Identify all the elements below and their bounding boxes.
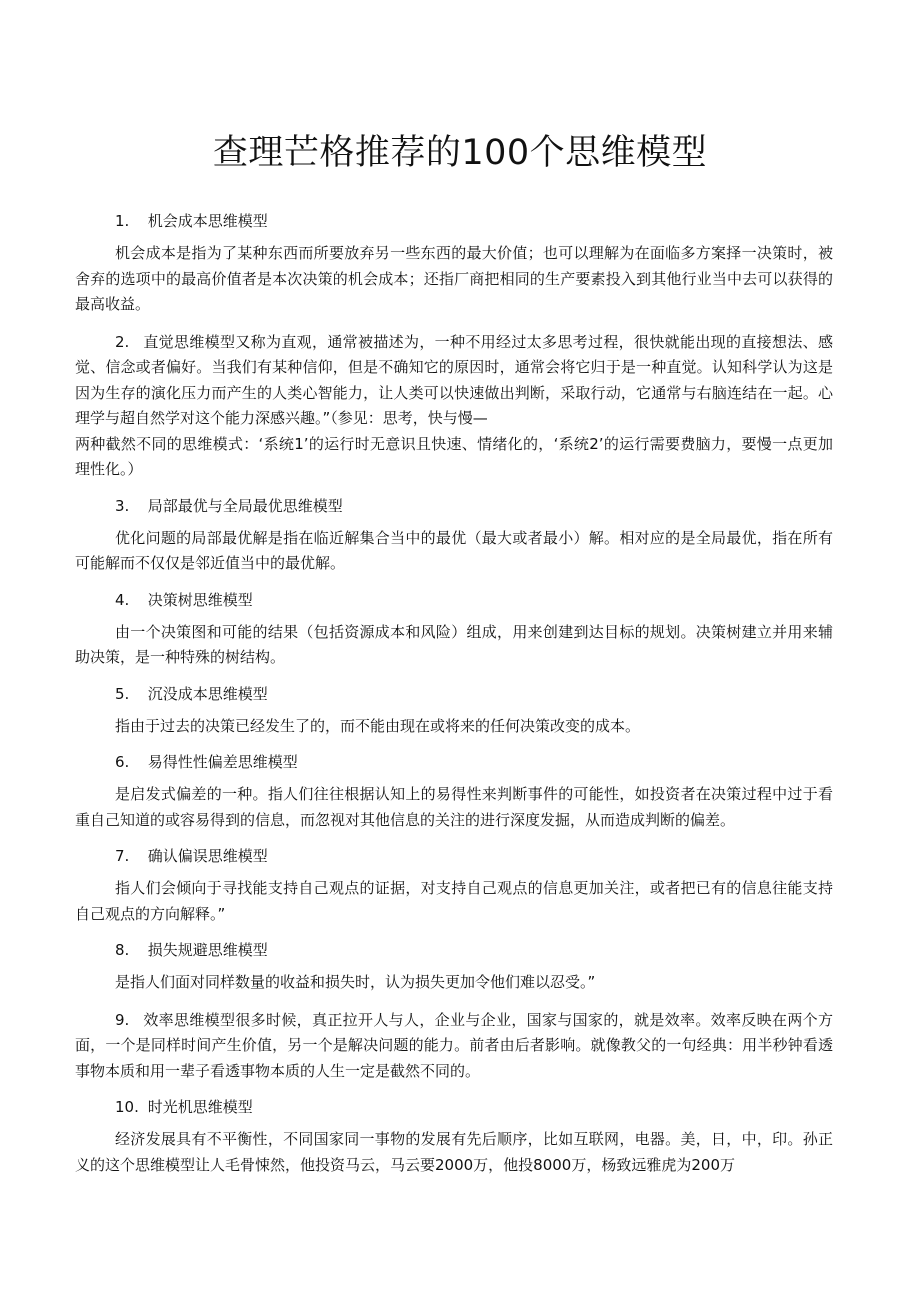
section-paragraph: 优化问题的局部最优解是指在临近解集合当中的最优（最大或者最小）解。相对应的是全局最优，指在所有可能解而不仅仅是邻近值当中的最优解。 (75, 528, 833, 572)
section-number: 9. (115, 1010, 130, 1029)
section-paragraph-continuation: 两种截然不同的思维模式：‘系统1’的运行时无意识且快速、情绪化的，‘系统2’的运行需要费脑力，要慢一点更加理性化。） (75, 434, 833, 478)
section-number: 8. (115, 941, 130, 959)
section-heading (75, 751, 833, 773)
section-paragraph (75, 1008, 833, 1085)
section-number: 5. (115, 684, 130, 703)
section-paragraph: 机会成本是指为了某种东西而所要放弃另一些东西的最大价值；也可以理解为在面临多方案择一决策时，被舍弃的选项中的最高价值者是本次决策的机会成本；还指厂商把相同的生产要素投入到其他行业当中去可以获得的最高收益。 (75, 244, 833, 313)
section-number: 3. (115, 496, 130, 515)
section-number: 4. (115, 590, 130, 609)
section-paragraph: 由一个决策图和可能的结果（包括资源成本和风险）组成，用来创建到达目标的规划。决策树建立并用来辅助决策，是一种特殊的树结构。 (75, 622, 833, 666)
section-title: 决策树思维模型 (147, 590, 253, 609)
section-paragraph (75, 330, 833, 432)
section-title: 确认偏误思维模型 (147, 847, 268, 865)
section-heading (75, 589, 833, 611)
section-title: 时光机思维模型 (147, 1098, 253, 1116)
section-heading (75, 1096, 833, 1118)
section-title: 沉没成本思维模型 (147, 684, 268, 703)
section-heading (75, 210, 833, 232)
section-body-text: 效率思维模型很多时候，真正拉开人与人，企业与企业，国家与国家的，就是效率。效率反映在两个方面，一个是同样时间产生价值，另一个是解决问题的能力。前者由后者影响。就像教父的一句经典：用半秒钟看透事物本质和用一辈子看透事物本质的人生一定是截然不同的。 (75, 1010, 833, 1080)
section-number: 6. (115, 753, 130, 771)
section-paragraph: 是指人们面对同样数量的收益和损失时，认为损失更加令他们难以忍受。” (115, 973, 596, 991)
section-paragraph: 指由于过去的决策已经发生了的，而不能由现在或将来的任何决策改变的成本。 (115, 716, 641, 735)
section-title: 易得性性偏差思维模型 (147, 753, 298, 771)
section-number: 10. (115, 1098, 139, 1116)
section-title: 局部最优与全局最优思维模型 (147, 496, 343, 515)
section-heading (75, 939, 833, 961)
section-title: 机会成本思维模型 (147, 212, 268, 230)
section-number: 7. (115, 847, 130, 865)
section-heading (75, 495, 833, 517)
section-number: 2. (115, 332, 130, 351)
section-paragraph: 是启发式偏差的一种。指人们往往根据认知上的易得性来判断事件的可能性，如投资者在决策过程中过于看重自己知道的或容易得到的信息，而忽视对其他信息的关注的进行深度发掘，从而造成判断的偏差。 (75, 785, 833, 829)
section-title: 损失规避思维模型 (147, 941, 268, 959)
document-body (75, 210, 833, 1190)
document-title: 查理芒格推荐的100个思维模型 (212, 133, 708, 173)
section-heading (75, 683, 833, 705)
section-paragraph: 经济发展具有不平衡性，不同国家同一事物的发展有先后顺序，比如互联网，电器。美，日，中，印。孙正义的这个思维模型让人毛骨悚然，他投资马云，马云要2000万，他投8000万，杨致远雅虎为200万 (75, 1130, 833, 1174)
section-paragraph: 指人们会倾向于寻找能支持自己观点的证据，对支持自己观点的信息更加关注，或者把已有的信息往能支持自己观点的方向解释。” (75, 879, 833, 923)
section-body-text: 直觉思维模型又称为直观，通常被描述为，一种不用经过太多思考过程，很快就能出现的直接想法、感觉、信念或者偏好。当我们有某种信仰，但是不确知它的原因时，通常会将它归于是一种直觉。认知科学认为这是因为生存的演化压力而产生的人类心智能力，让人类可以快速做出判断，采取行动，它通常与右脑连结在一起。心理学与超自然学对这个能力深感兴趣。”（参见：思考，快与慢— (75, 332, 833, 427)
section-number: 1. (115, 212, 130, 230)
section-heading (75, 845, 833, 867)
